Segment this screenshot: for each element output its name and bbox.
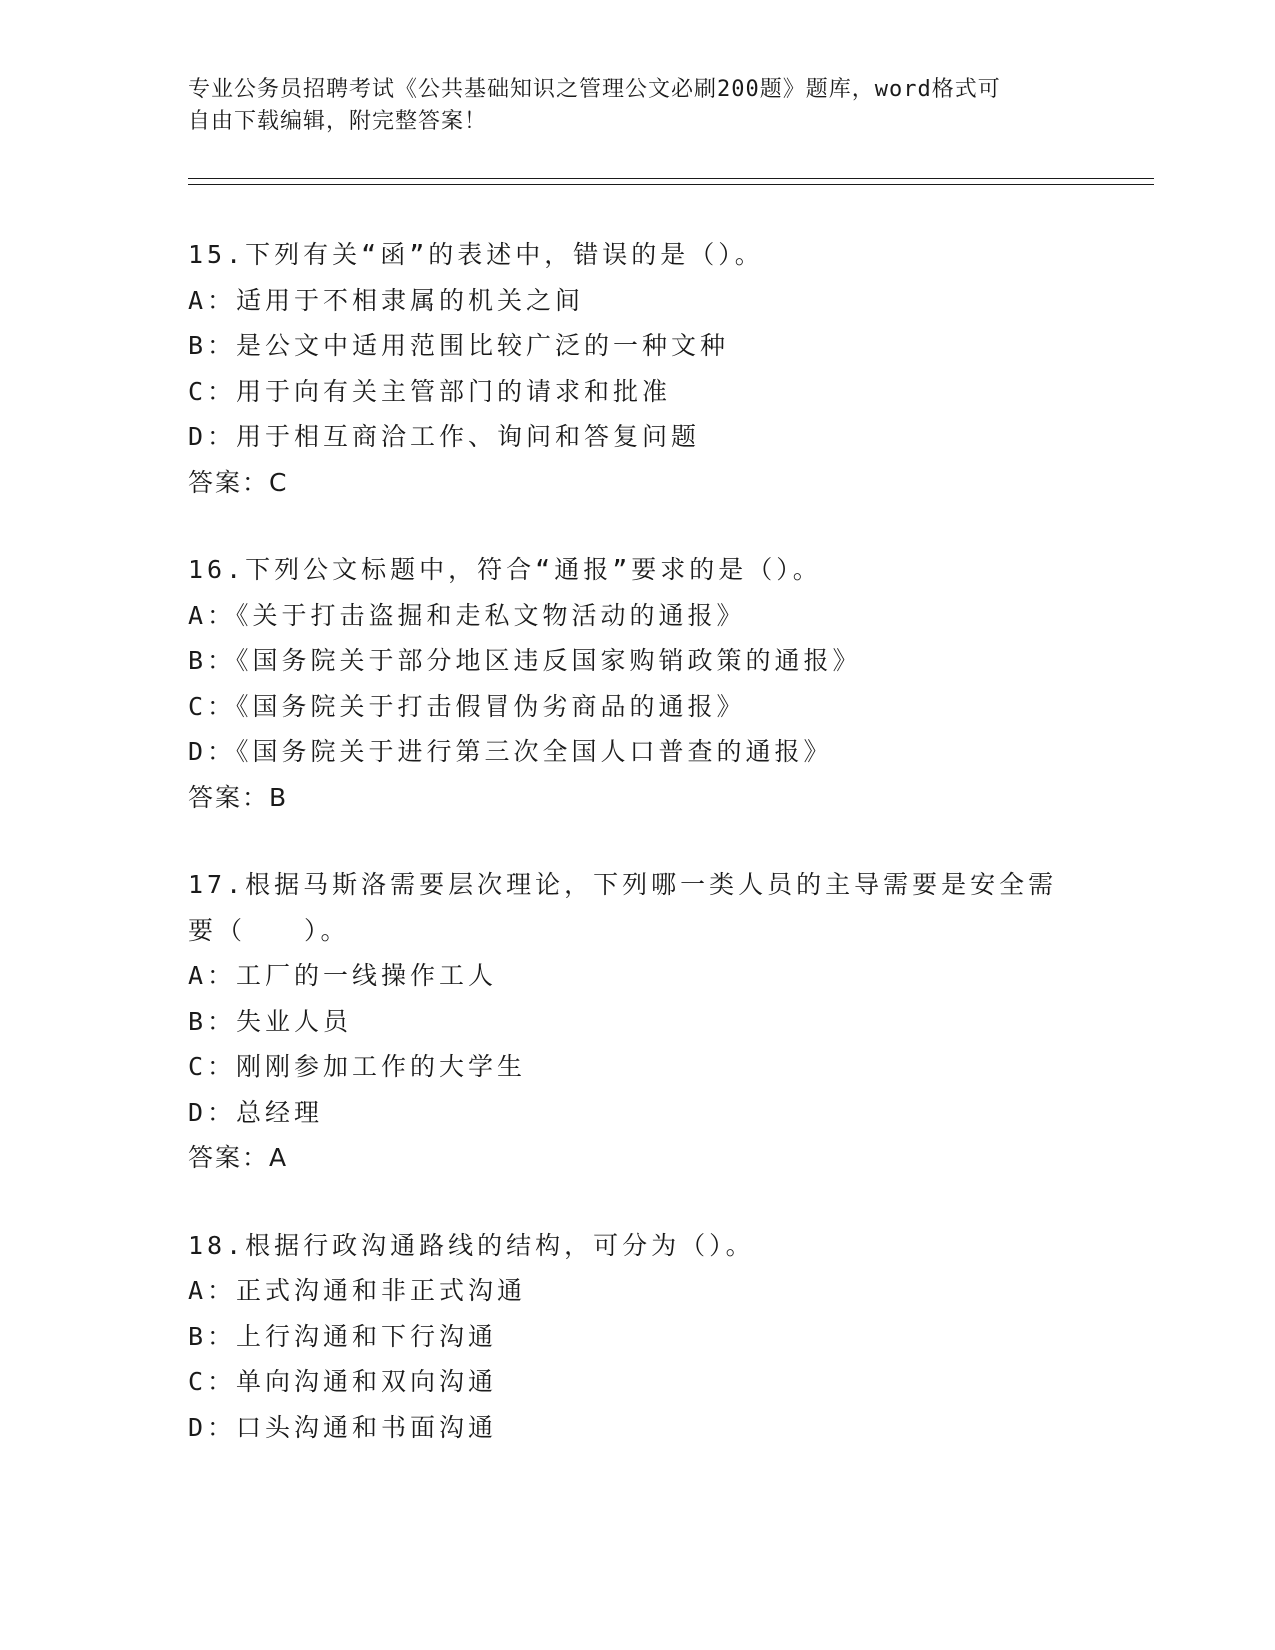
option-d: D：《国务院关于进行第三次全国人口普查的通报》	[188, 737, 833, 766]
answer-text: 答案：A	[188, 1143, 289, 1172]
option-a: A：正式沟通和非正式沟通	[188, 1276, 527, 1305]
option-b: B：《国务院关于部分地区违反国家购销政策的通报》	[188, 646, 862, 675]
header-line-1: 专业公务员招聘考试《公共基础知识之管理公文必刷200题》题库，word格式可	[188, 77, 1001, 102]
option-c: C：《国务院关于打击假冒伪劣商品的通报》	[188, 691, 746, 721]
option-a: A：工厂的一线操作工人	[188, 961, 498, 990]
header-divider	[188, 178, 1154, 185]
option-c: C：用于向有关主管部门的请求和批准	[188, 376, 672, 406]
option-d: D：总经理	[188, 1097, 324, 1127]
question-16	[188, 547, 1088, 820]
question-stem: 15.下列有关“函”的表述中，错误的是（）。	[188, 240, 764, 269]
question-stem: 18.根据行政沟通路线的结构，可分为（）。	[188, 1230, 755, 1260]
option-a: A：适用于不相隶属的机关之间	[188, 285, 585, 315]
question-stem: 16.下列公文标题中，符合“通报”要求的是（）。	[188, 555, 822, 584]
option-b: B：上行沟通和下行沟通	[188, 1321, 498, 1351]
question-18	[188, 1223, 1088, 1451]
option-b: B：失业人员	[188, 1006, 353, 1036]
answer-text: 答案：B	[188, 782, 289, 812]
answer-text: 答案：C	[188, 467, 289, 497]
option-c: C：刚刚参加工作的大学生	[188, 1052, 527, 1081]
question-17	[188, 862, 1088, 1181]
option-d: D：用于相互商洽工作、询问和答复问题	[188, 422, 701, 451]
option-b: B：是公文中适用范围比较广泛的一种文种	[188, 331, 730, 360]
question-list	[188, 232, 1088, 1492]
option-c: C：单向沟通和双向沟通	[188, 1367, 498, 1396]
document-header	[188, 74, 1088, 138]
option-d: D：口头沟通和书面沟通	[188, 1412, 498, 1442]
header-line-2: 自由下载编辑，附完整答案！	[188, 109, 488, 134]
option-a: A：《关于打击盗掘和走私文物活动的通报》	[188, 600, 746, 630]
question-15	[188, 232, 1088, 505]
question-stem: 17.根据马斯洛需要层次理论，下列哪一类人员的主导需要是安全需要（ ）。	[188, 870, 1058, 945]
